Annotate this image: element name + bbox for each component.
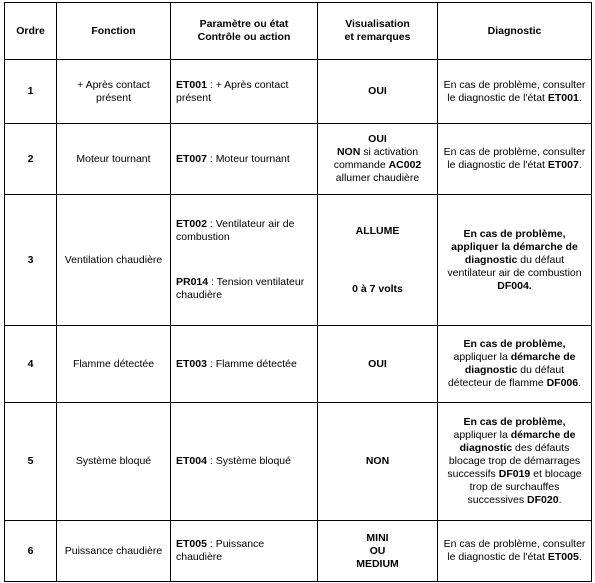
parametre-cell: ET003 : Flamme détectée	[171, 326, 318, 403]
table-row	[5, 60, 592, 124]
visualisation-cell: ALLUME 0 à 7 volts	[318, 195, 438, 326]
ordre-cell: 2	[5, 124, 57, 195]
fonction-cell: Système bloqué	[57, 403, 171, 521]
visualisation-cell: MINI OU MEDIUM	[318, 521, 438, 582]
header-parametre: Paramètre ou état Contrôle ou action	[171, 3, 318, 60]
visualisation-cell: OUI	[318, 326, 438, 403]
fonction-cell: Ventilation chaudière	[57, 195, 171, 326]
diagnostic-table	[4, 2, 592, 582]
parametre-cell: ET005 : Puissance chaudière	[171, 521, 318, 582]
header-row	[5, 3, 592, 60]
visualisation-cell: OUI NON si activation commande AC002 allumer chaudière	[318, 124, 438, 195]
ordre-cell: 4	[5, 326, 57, 403]
table-row	[5, 124, 592, 195]
visualisation-cell: OUI	[318, 60, 438, 124]
visualisation-cell: NON	[318, 403, 438, 521]
fonction-cell: Moteur tournant	[57, 124, 171, 195]
header-ordre: Ordre	[5, 3, 57, 60]
fonction-cell: Puissance chaudière	[57, 521, 171, 582]
fonction-cell: Flamme détectée	[57, 326, 171, 403]
parametre-item: PR014 : Tension ventilateur chaudière	[176, 276, 305, 301]
diagnostic-cell: En cas de problème, consulter le diagnostic de l'état ET001.	[438, 60, 592, 124]
ordre-cell: 6	[5, 521, 57, 582]
table-row	[5, 195, 592, 326]
table-row	[5, 403, 592, 521]
diagnostic-cell: En cas de problème, consulter le diagnostic de l'état ET005.	[438, 521, 592, 582]
parametre-cell: ET001 : + Après contact présent	[171, 60, 318, 124]
parametre-cell: ET004 : Système bloqué	[171, 403, 318, 521]
fonction-cell: + Après contact présent	[57, 60, 171, 124]
diagnostic-cell: En cas de problème, consulter le diagnostic de l'état ET007.	[438, 124, 592, 195]
diagnostic-cell: En cas de problème, appliquer la démarche de diagnostic du défaut détecteur de flamme DF006.	[438, 326, 592, 403]
ordre-cell: 1	[5, 60, 57, 124]
table-row	[5, 521, 592, 582]
header-visualisation: Visualisation et remarques	[318, 3, 438, 60]
header-diagnostic: Diagnostic	[438, 3, 592, 60]
parametre-cell	[171, 195, 318, 326]
header-fonction: Fonction	[57, 3, 171, 60]
parametre-cell: ET007 : Moteur tournant	[171, 124, 318, 195]
diagnostic-cell: En cas de problème, appliquer la démarche de diagnostic des défauts blocage trop de démarrages successifs DF019 et blocage trop de surchauffes successives DF020.	[438, 403, 592, 521]
ordre-cell: 3	[5, 195, 57, 326]
parametre-item: ET002 : Ventilateur air de combustion	[176, 218, 295, 243]
diagnostic-cell: En cas de problème, appliquer la démarche de diagnostic du défaut ventilateur air de combustion DF004.	[438, 195, 592, 326]
table-row	[5, 326, 592, 403]
ordre-cell: 5	[5, 403, 57, 521]
